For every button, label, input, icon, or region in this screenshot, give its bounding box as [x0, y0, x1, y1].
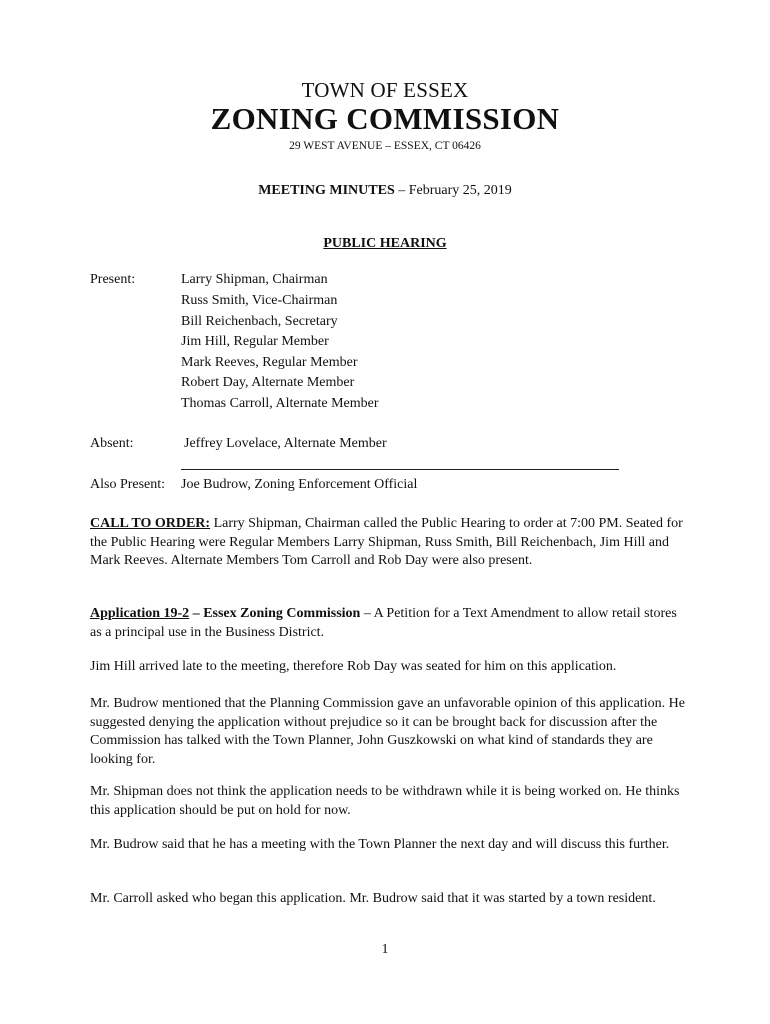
present-member: Jim Hill, Regular Member — [181, 334, 329, 349]
present-label: Present: — [90, 272, 136, 287]
application-applicant: – Essex Zoning Commission — [189, 606, 361, 621]
present-member: Larry Shipman, Chairman — [181, 272, 328, 287]
call-to-order-paragraph — [90, 515, 690, 571]
present-member: Mark Reeves, Regular Member — [181, 355, 358, 370]
also-present-label: Also Present: — [90, 477, 166, 492]
minutes-paragraph: Mr. Budrow mentioned that the Planning Commission gave an unfavorable opinion of this application. He suggested denying the application without prejudice so it can be brought back for discussion after the Commission has talked with the Town Planner, John Guszkowski on what kind of standards they are looking for. — [90, 696, 685, 767]
minutes-paragraph: Jim Hill arrived late to the meeting, therefore Rob Day was seated for him on this application. — [90, 659, 617, 674]
minutes-paragraph: Mr. Carroll asked who began this application. Mr. Budrow said that it was started by a town resident. — [90, 891, 656, 906]
application-paragraph — [90, 605, 690, 642]
section-title — [0, 236, 770, 252]
application-description: – A Petition for a Text Amendment to allow retail stores as a principal use in the Business District. — [90, 606, 677, 640]
meeting-minutes-line — [0, 183, 770, 199]
call-to-order-heading: CALL TO ORDER: — [90, 516, 211, 531]
section-title-text: PUBLIC HEARING — [323, 236, 447, 251]
also-present-member: Joe Budrow, Zoning Enforcement Official — [181, 477, 418, 492]
present-member: Robert Day, Alternate Member — [181, 375, 355, 390]
present-member: Bill Reichenbach, Secretary — [181, 314, 338, 329]
absent-label: Absent: — [90, 436, 134, 451]
present-member: Russ Smith, Vice-Chairman — [181, 293, 338, 308]
commission-address: 29 WEST AVENUE – ESSEX, CT 06426 — [289, 140, 481, 152]
meeting-minutes-label: MEETING MINUTES — [258, 183, 395, 198]
meeting-date: – February 25, 2019 — [394, 183, 512, 198]
minutes-paragraph: Mr. Shipman does not think the application needs to be withdrawn while it is being worked on. He thinks this application should be put on hold for now. — [90, 784, 680, 818]
commission-title: ZONING COMMISSION — [210, 101, 560, 136]
present-member: Thomas Carroll, Alternate Member — [181, 396, 379, 411]
divider-line — [181, 469, 619, 470]
call-to-order-text: Larry Shipman, Chairman called the Public Hearing to order at 7:00 PM. Seated for the Public Hearing were Regular Members Larry Shipman, Russ Smith, Bill Reichenbach, Jim Hill and Mark Reeves. Alternate Members Tom Carroll and Rob Day were also present. — [90, 516, 683, 568]
minutes-paragraph: Mr. Budrow said that he has a meeting with the Town Planner the next day and will discuss this further. — [90, 837, 670, 852]
page-number: 1 — [381, 942, 389, 957]
town-name: TOWN OF ESSEX — [301, 78, 469, 102]
application-number: Application 19-2 — [90, 606, 190, 621]
absent-member: Jeffrey Lovelace, Alternate Member — [184, 436, 387, 451]
